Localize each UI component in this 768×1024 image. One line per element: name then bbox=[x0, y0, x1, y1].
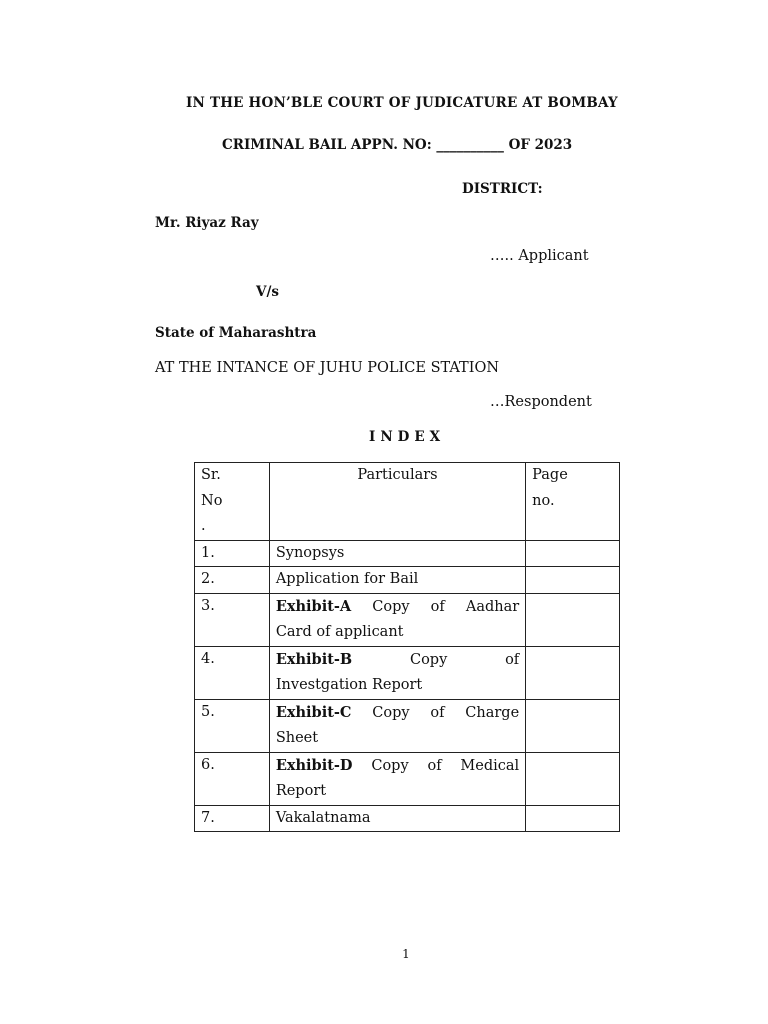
police-station: AT THE INTANCE OF JUHU POLICE STATION bbox=[155, 360, 500, 376]
versus-label: V/s bbox=[256, 284, 280, 300]
case-number: CRIMINAL BAIL APPN. NO: __________ OF 2023 bbox=[222, 137, 573, 153]
row-sr: 4. bbox=[195, 646, 270, 699]
page-number: 1 bbox=[402, 947, 410, 961]
exhibit-label: Exhibit-B bbox=[275, 650, 353, 668]
row-particulars bbox=[269, 646, 525, 699]
table-row bbox=[195, 646, 620, 699]
row-sr: 6. bbox=[195, 752, 270, 805]
table-row bbox=[195, 593, 620, 646]
table-header-row bbox=[195, 463, 620, 541]
header-sr-line1: Sr. bbox=[201, 467, 221, 483]
table-row bbox=[195, 752, 620, 805]
row-particulars-text: Copy of Medical bbox=[371, 757, 520, 774]
row-sr: 3. bbox=[195, 593, 270, 646]
row-page bbox=[526, 567, 620, 594]
exhibit-label: Exhibit-D bbox=[275, 756, 353, 774]
row-particulars bbox=[269, 752, 525, 805]
index-heading: INDEX bbox=[369, 429, 446, 445]
district-label: DISTRICT: bbox=[462, 181, 543, 197]
row-particulars-line1 bbox=[276, 700, 519, 727]
header-sr-no bbox=[195, 463, 270, 541]
row-particulars-line1 bbox=[276, 594, 519, 621]
row-particulars-text: Copy of bbox=[409, 651, 520, 668]
row-particulars-line1 bbox=[276, 647, 519, 674]
header-sr-line2: No bbox=[201, 492, 223, 509]
table-row bbox=[195, 540, 620, 567]
row-particulars bbox=[269, 593, 525, 646]
row-page bbox=[526, 540, 620, 567]
exhibit-label: Exhibit-C bbox=[275, 703, 352, 721]
row-page bbox=[526, 646, 620, 699]
header-page-line2: no. bbox=[532, 492, 555, 509]
row-sr: 1. bbox=[195, 540, 270, 567]
applicant-name: Mr. Riyaz Ray bbox=[155, 215, 259, 231]
applicant-role: ….. Applicant bbox=[490, 248, 589, 264]
table-row bbox=[195, 805, 620, 832]
header-particulars: Particulars bbox=[269, 463, 525, 541]
row-page bbox=[526, 593, 620, 646]
row-page bbox=[526, 752, 620, 805]
row-particulars-line2: Report bbox=[275, 783, 327, 799]
row-page bbox=[526, 805, 620, 832]
row-particulars: Application for Bail bbox=[269, 567, 525, 594]
row-page bbox=[526, 699, 620, 752]
header-sr-line3: . bbox=[201, 518, 206, 534]
row-particulars bbox=[269, 699, 525, 752]
table-row bbox=[195, 699, 620, 752]
row-particulars-line1 bbox=[276, 753, 519, 780]
header-page-no bbox=[526, 463, 620, 541]
index-table bbox=[194, 462, 620, 832]
respondent-role: …Respondent bbox=[490, 394, 592, 410]
row-sr: 2. bbox=[195, 567, 270, 594]
row-particulars-text: Copy of Aadhar bbox=[372, 598, 520, 615]
row-particulars-text: Copy of Charge bbox=[372, 704, 520, 721]
exhibit-label: Exhibit-A bbox=[275, 597, 352, 615]
court-title: IN THE HON’BLE COURT OF JUDICATURE AT BOMBAY bbox=[186, 95, 618, 111]
row-particulars: Synopsys bbox=[269, 540, 525, 567]
row-sr: 7. bbox=[195, 805, 270, 832]
row-particulars: Vakalatnama bbox=[269, 805, 525, 832]
row-particulars-line2: Sheet bbox=[275, 730, 319, 746]
table-row bbox=[195, 567, 620, 594]
header-page-line1: Page bbox=[532, 467, 568, 483]
row-particulars-line2: Investgation Report bbox=[275, 677, 423, 693]
row-particulars-line2: Card of applicant bbox=[275, 624, 404, 640]
respondent-name: State of Maharashtra bbox=[155, 325, 317, 341]
row-sr: 5. bbox=[195, 699, 270, 752]
